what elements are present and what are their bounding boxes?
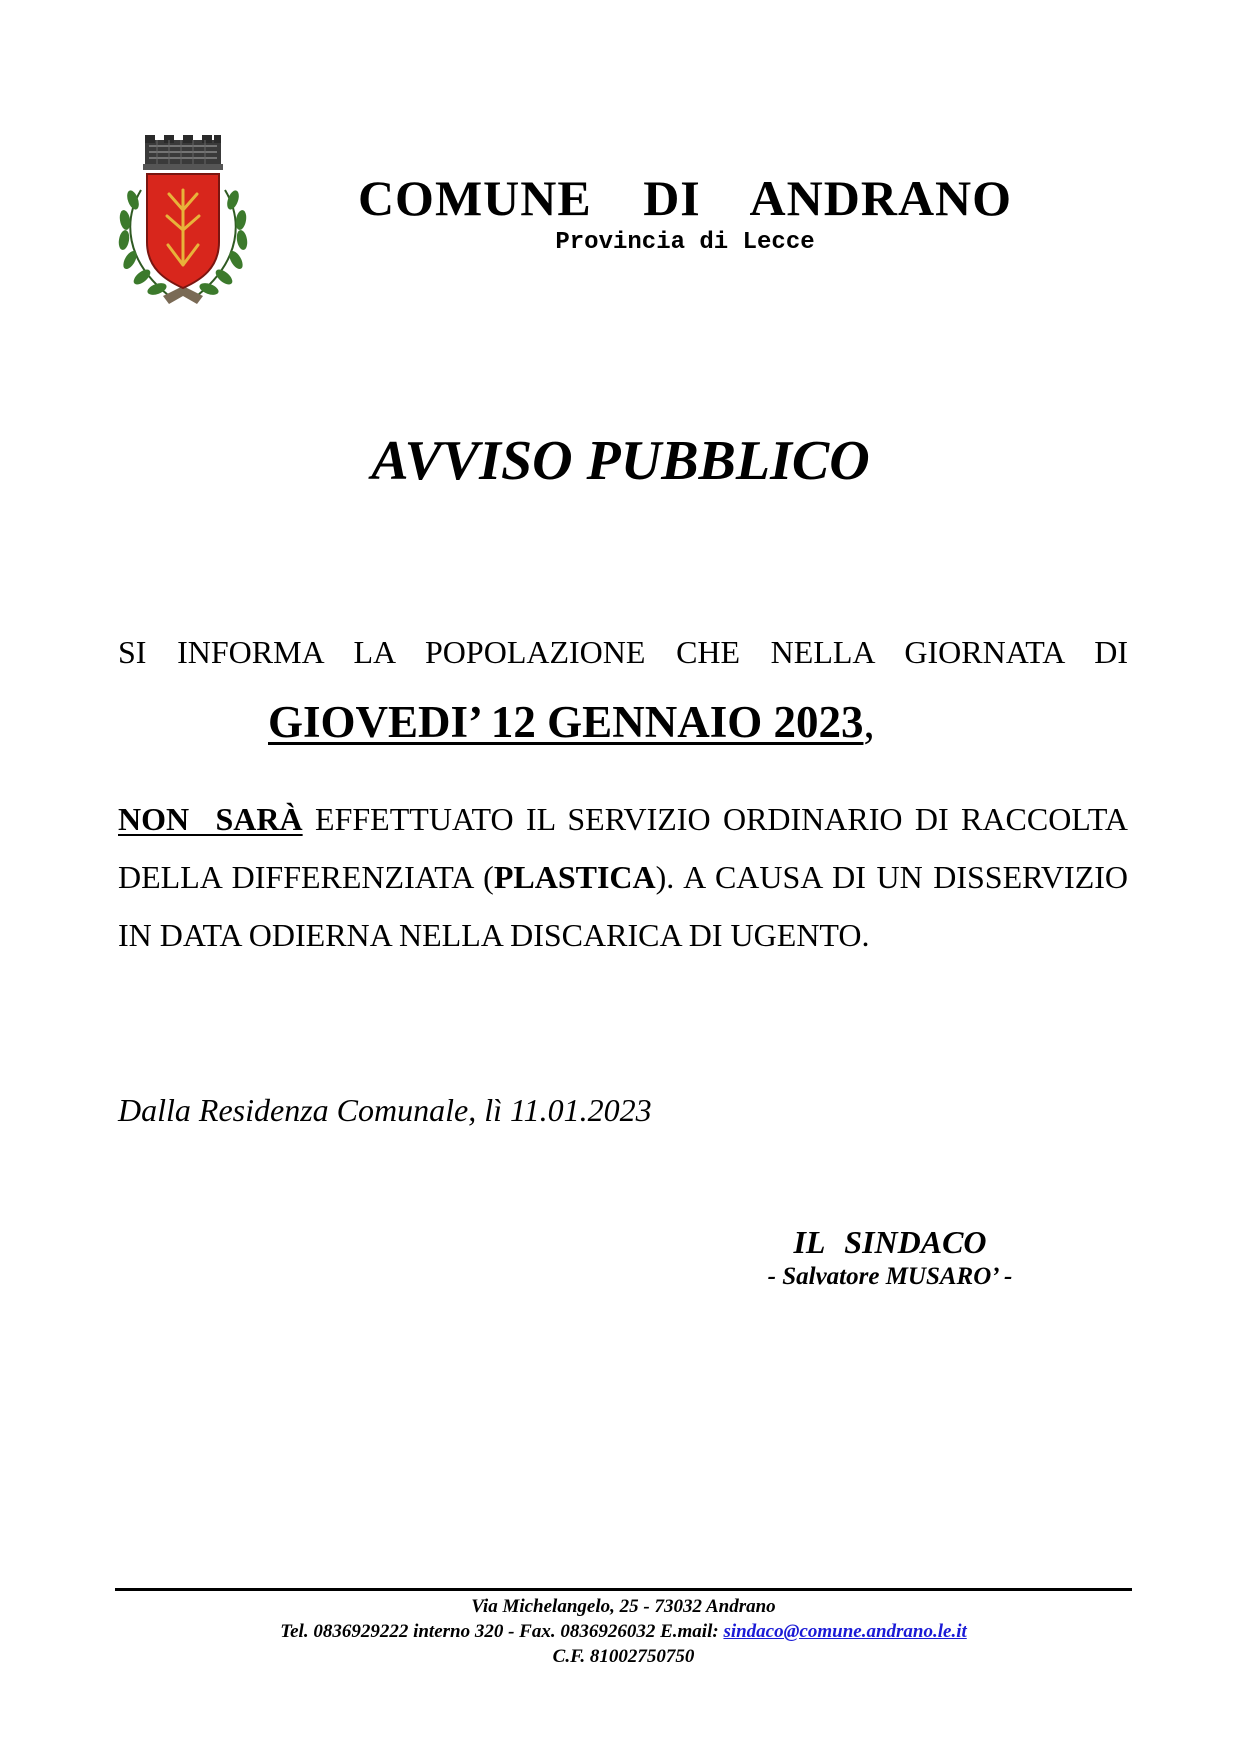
notice-date-suffix: , — [863, 697, 875, 747]
footer-contacts — [115, 1619, 1132, 1644]
footer-contacts-text: Tel. 0836929222 interno 320 - Fax. 0836926032 E.mail: — [280, 1621, 724, 1642]
footer — [115, 1594, 1132, 1669]
footer-tax-code: C.F. 81002750750 — [552, 1646, 695, 1667]
signer-title: IL SINDACO — [793, 1224, 987, 1260]
notice-date: GIOVEDI’ 12 GENNAIO 2023 — [268, 697, 864, 747]
notice-body — [118, 790, 1128, 964]
org-name: COMUNE DI ANDRANO — [357, 170, 1013, 226]
coat-of-arms-icon — [113, 130, 253, 310]
footer-address: Via Michelangelo, 25 - 73032 Andrano — [471, 1596, 776, 1617]
signer-name: - Salvatore MUSARO’ - — [767, 1263, 1013, 1290]
place-and-date: Dalla Residenza Comunale, lì 11.01.2023 — [118, 1092, 652, 1128]
email-link[interactable]: sindaco@comune.andrano.le.it — [723, 1621, 967, 1642]
province-name: Provincia di Lecce — [555, 229, 815, 256]
notice-intro: SI INFORMA LA POPOLAZIONE CHE NELLA GIORNATA DI — [118, 634, 1128, 670]
crown-icon — [143, 135, 223, 170]
notice-body-part2: ). A CAUSA DI UN DISSERVIZIO IN DATA ODIERNA NELLA DISCARICA DI UGENTO. — [118, 859, 1129, 953]
notice-title: AVVISO PUBBLICO — [371, 430, 870, 492]
notice-body-emphasis: NON SARÀ — [118, 801, 303, 837]
notice-body-bold: PLASTICA — [493, 859, 656, 895]
shield-icon — [147, 174, 219, 288]
footer-divider — [115, 1588, 1132, 1591]
notice-body-part1: EFFETTUATO IL SERVIZIO ORDINARIO DI RACCOLTA DELLA DIFFERENZIATA ( — [118, 801, 1129, 895]
notice-date-line — [268, 692, 875, 752]
